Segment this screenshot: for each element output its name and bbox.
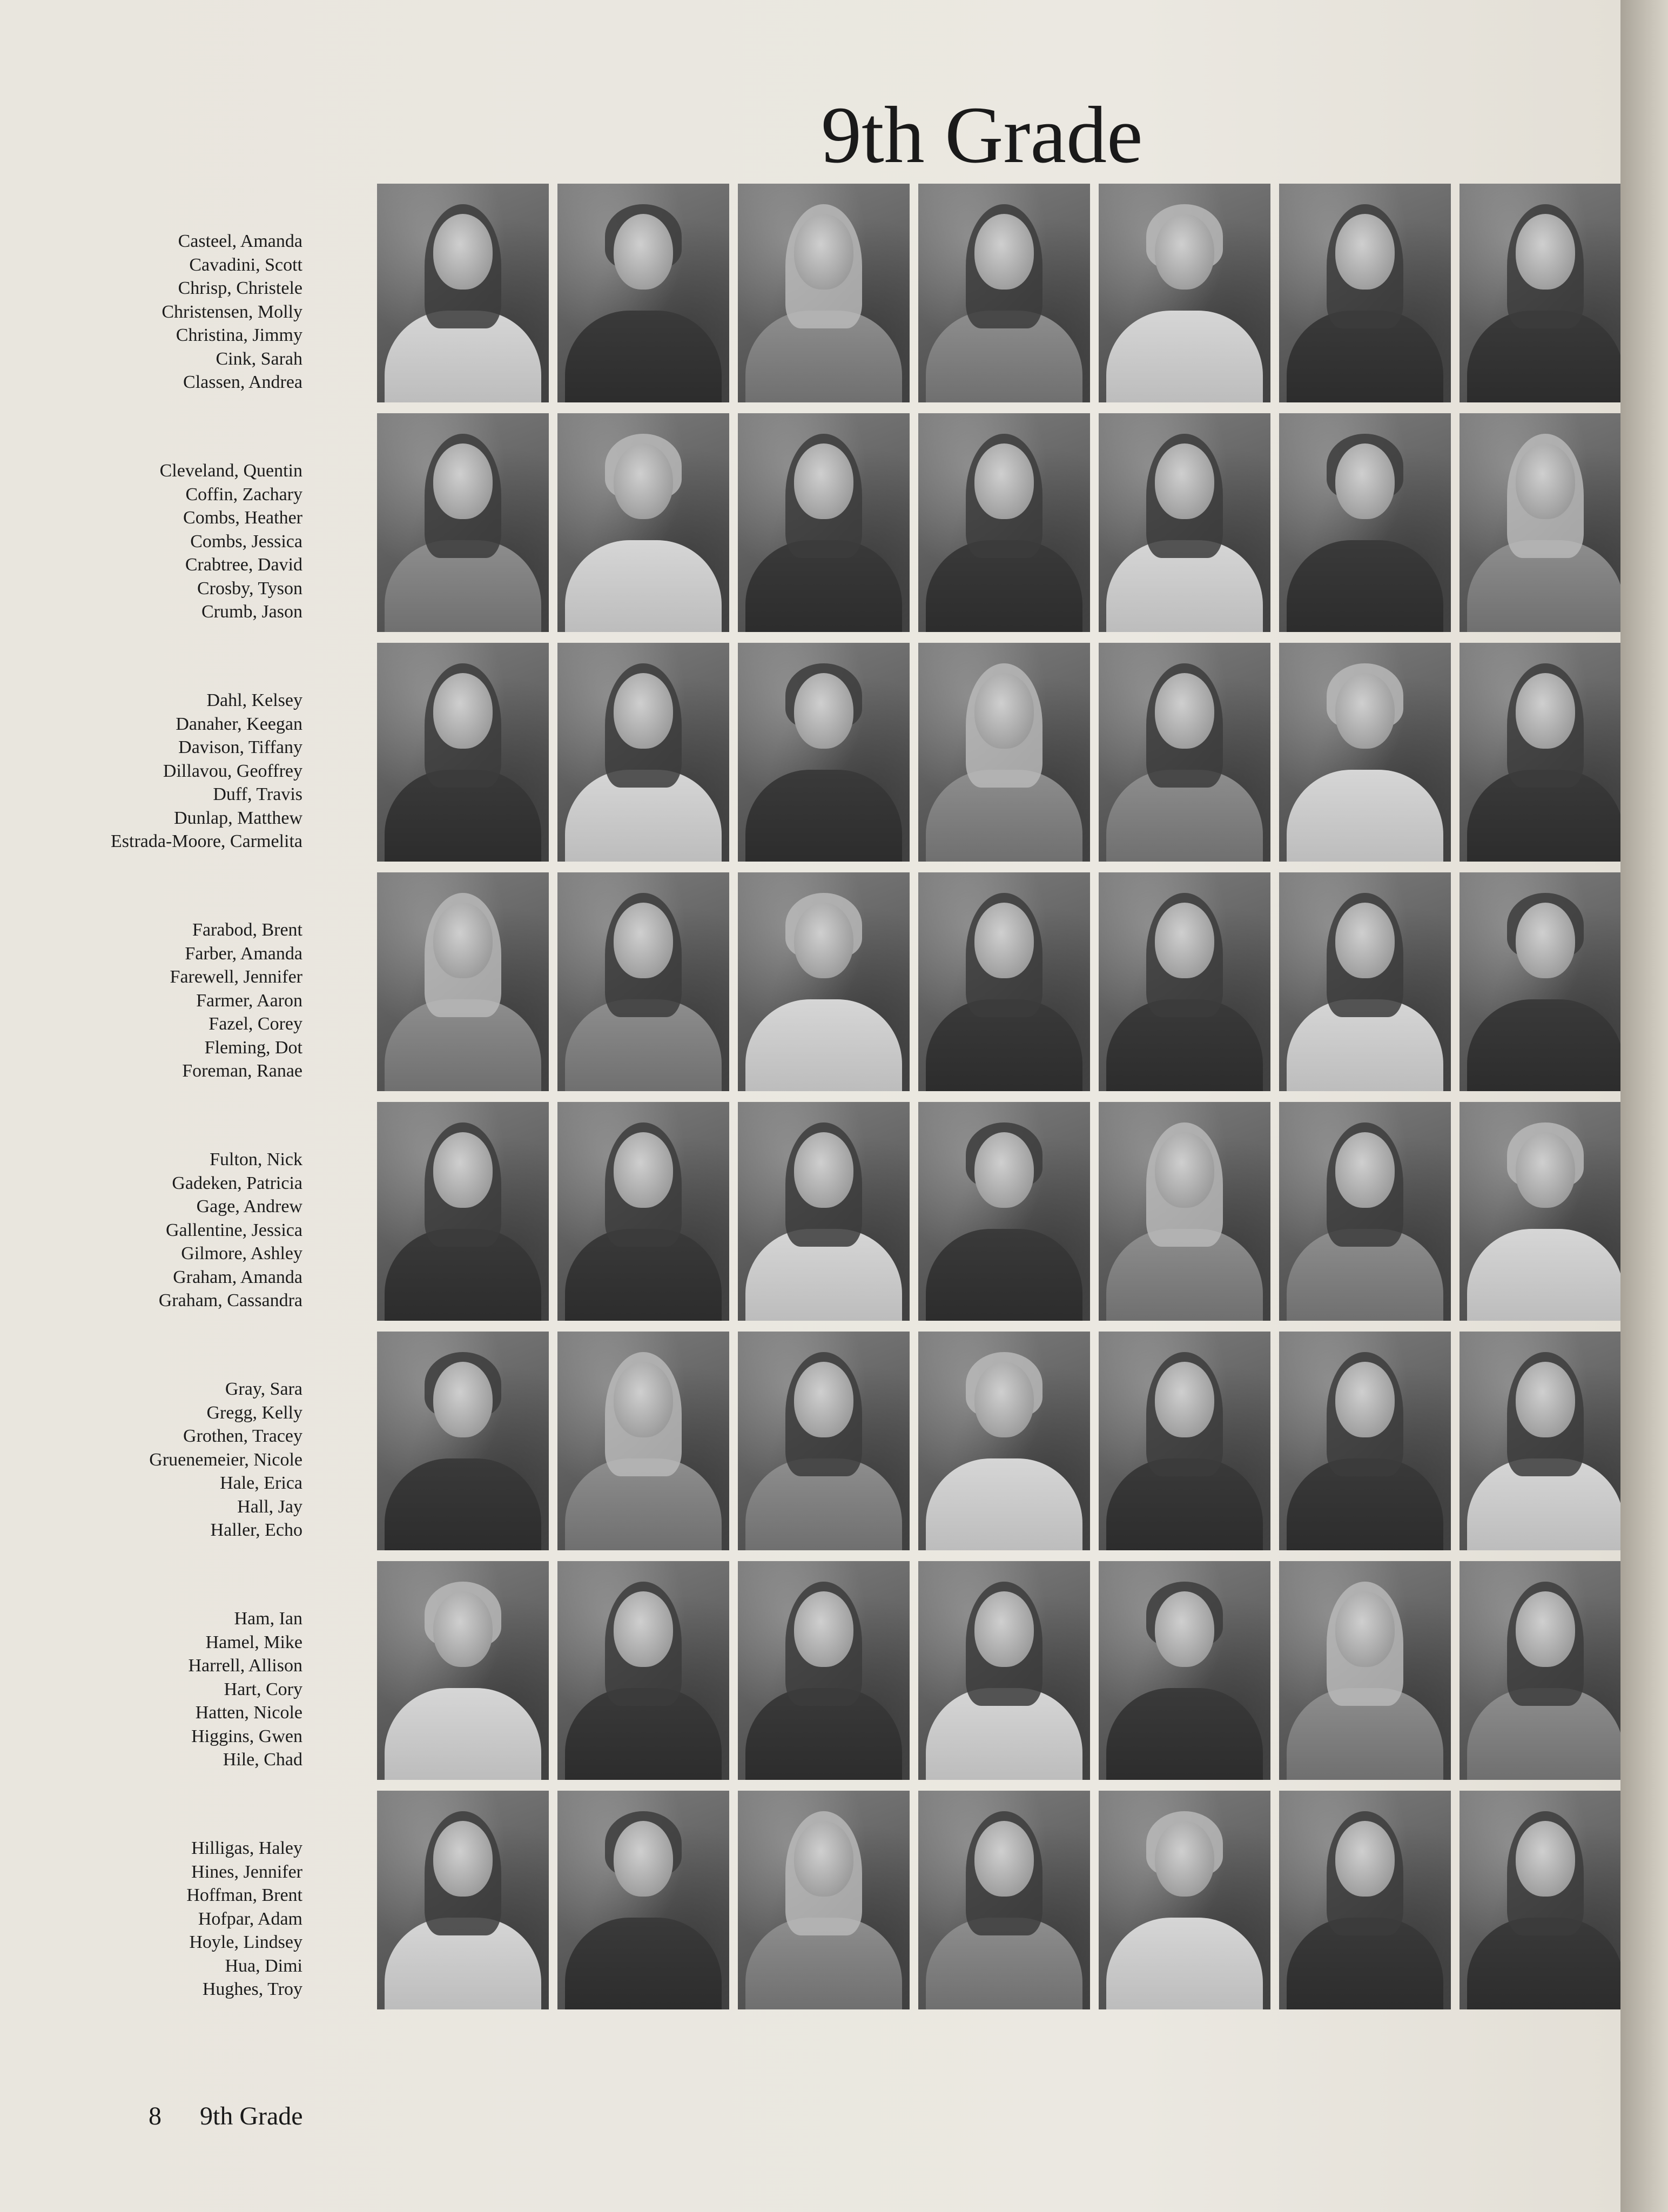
student-portrait [1279,184,1451,402]
student-portrait [738,1332,910,1550]
student-portrait [918,643,1090,862]
student-name: Ham, Ian [234,1609,302,1629]
student-portrait [1279,1791,1451,2009]
student-name: Estrada-Moore, Carmelita [111,831,302,851]
student-portrait [1460,1332,1631,1550]
student-portrait [1099,643,1270,862]
student-name: Hatten, Nicole [195,1703,302,1723]
portrait-head [794,214,853,290]
student-name: Fleming, Dot [204,1037,302,1058]
student-name: Coffin, Zachary [185,484,302,505]
student-name: Crumb, Jason [201,602,302,622]
student-name: Hart, Cory [224,1679,302,1699]
student-name: Dunlap, Matthew [174,808,302,828]
student-portrait [1460,643,1631,862]
portrait-head [433,673,493,749]
student-name: Haller, Echo [210,1520,302,1540]
student-portrait [918,184,1090,402]
student-portrait [557,1102,729,1321]
student-portrait [1279,643,1451,862]
portrait-head [1335,1821,1395,1897]
student-name: Crosby, Tyson [197,578,302,599]
portrait-head [614,903,673,978]
student-portrait [1279,1102,1451,1321]
portrait-head [1516,214,1575,290]
portrait-head [974,673,1034,749]
student-portrait [1279,1332,1451,1550]
page-title: 9th Grade [821,90,1143,180]
portrait-body [385,1688,541,1780]
student-portrait [557,1791,729,2009]
student-name: Graham, Amanda [173,1267,302,1287]
student-name: Cleveland, Quentin [159,461,302,481]
portrait-head [1335,903,1395,978]
student-name: Hamel, Mike [205,1632,302,1652]
portrait-head [433,1132,493,1208]
footer-page-number: 8 [149,2102,162,2130]
student-name: Hoyle, Lindsey [189,1932,302,1952]
student-name: Farabod, Brent [192,920,302,940]
student-portrait [1460,1561,1631,1780]
portrait-body [385,1458,541,1550]
portrait-head [614,1821,673,1897]
name-list [188,1607,302,1772]
portrait-head [614,673,673,749]
student-portrait [377,184,549,402]
student-name: Hines, Jennifer [191,1861,302,1882]
portrait-head [1516,1821,1575,1897]
portrait-head [1335,1591,1395,1667]
portrait-head [1155,1132,1214,1208]
student-name: Hughes, Troy [202,1979,302,1999]
student-name: Grothen, Tracey [183,1426,302,1446]
portrait-body [1467,1229,1624,1321]
student-portrait [557,1332,729,1550]
student-portrait [1460,413,1631,632]
portrait-body [926,1229,1082,1321]
name-list [186,1837,302,2001]
student-name: Crabtree, David [185,555,302,575]
portrait-head [1155,443,1214,519]
student-name: Hile, Chad [223,1750,302,1770]
student-portrait [557,643,729,862]
student-name: Gruenemeier, Nicole [149,1449,302,1470]
portrait-body [745,999,902,1091]
student-portrait [918,872,1090,1091]
student-portrait [738,643,910,862]
student-name: Foreman, Ranae [182,1061,302,1081]
student-name: Gray, Sara [225,1379,302,1399]
portrait-head [614,1362,673,1437]
student-name: Gage, Andrew [196,1196,302,1216]
footer-section-label: 9th Grade [200,2102,303,2130]
portrait-grid [377,184,1631,2009]
portrait-head [1155,1362,1214,1437]
name-list [170,918,302,1083]
student-name: Duff, Travis [213,784,302,804]
portrait-head [794,1132,853,1208]
student-portrait [1099,1561,1270,1780]
student-name: Higgins, Gwen [191,1726,302,1746]
student-name: Combs, Jessica [190,531,302,552]
portrait-head [1516,673,1575,749]
student-name: Dillavou, Geoffrey [163,761,302,781]
student-name: Hofpar, Adam [198,1908,302,1929]
portrait-head [1516,443,1575,519]
portrait-body [1106,1918,1263,2009]
portrait-head [433,1591,493,1667]
portrait-head [614,214,673,290]
portrait-body [565,540,722,632]
student-name: Christensen, Molly [162,301,302,322]
portrait-head [614,1132,673,1208]
student-name: Dahl, Kelsey [206,690,302,710]
student-portrait [377,1102,549,1321]
student-name: Fulton, Nick [210,1149,302,1169]
student-name: Hale, Erica [220,1473,302,1493]
portrait-body [1287,770,1443,862]
student-portrait [557,1561,729,1780]
student-portrait [918,1332,1090,1550]
name-list [149,1377,302,1542]
student-name: Cink, Sarah [216,348,302,369]
student-portrait [1460,872,1631,1091]
portrait-head [1335,673,1395,749]
student-portrait [738,1791,910,2009]
portrait-head [1155,1591,1214,1667]
portrait-head [614,443,673,519]
student-name: Hoffman, Brent [186,1885,302,1905]
student-name: Graham, Cassandra [158,1290,302,1310]
student-portrait [1279,872,1451,1091]
portrait-head [1155,673,1214,749]
student-name: Gadeken, Patricia [172,1173,302,1193]
name-list [111,689,302,853]
student-name: Hua, Dimi [225,1955,302,1976]
portrait-head [794,673,853,749]
portrait-head [974,214,1034,290]
student-name: Farewell, Jennifer [170,967,302,987]
portrait-head [1335,1132,1395,1208]
portrait-head [1516,903,1575,978]
portrait-head [1335,443,1395,519]
portrait-head [1155,214,1214,290]
student-portrait [918,1791,1090,2009]
student-name: Harrell, Allison [188,1656,302,1676]
portrait-head [794,443,853,519]
portrait-body [745,770,902,862]
portrait-body [565,311,722,402]
student-portrait [738,184,910,402]
student-portrait [1099,1332,1270,1550]
student-portrait [738,1102,910,1321]
student-portrait [1460,1791,1631,2009]
student-name: Gilmore, Ashley [181,1243,302,1263]
portrait-head [433,214,493,290]
portrait-head [794,903,853,978]
portrait-head [974,903,1034,978]
portrait-body [926,1458,1082,1550]
student-portrait [377,1332,549,1550]
student-portrait [377,1791,549,2009]
name-list [160,459,302,624]
portrait-head [433,1821,493,1897]
student-portrait [738,872,910,1091]
student-portrait [557,184,729,402]
student-portrait [1460,184,1631,402]
portrait-head [974,1132,1034,1208]
student-name: Classen, Andrea [183,372,302,392]
student-name: Gallentine, Jessica [165,1220,302,1240]
portrait-head [1516,1362,1575,1437]
portrait-head [433,1362,493,1437]
student-name: Casteel, Amanda [178,231,302,251]
student-portrait [1099,1791,1270,2009]
portrait-head [1335,214,1395,290]
student-portrait [1099,1102,1270,1321]
student-portrait [377,1561,549,1780]
portrait-head [1516,1132,1575,1208]
student-name: Danaher, Keegan [176,714,302,734]
student-name: Farber, Amanda [185,943,302,964]
student-portrait [377,413,549,632]
portrait-body [1106,311,1263,402]
student-name: Cavadini, Scott [189,254,302,275]
portrait-head [1155,903,1214,978]
portrait-head [433,443,493,519]
portrait-head [614,1591,673,1667]
student-portrait [738,1561,910,1780]
student-name: Gregg, Kelly [206,1402,302,1423]
student-portrait [557,413,729,632]
student-name: Chrisp, Christele [178,278,302,298]
portrait-head [974,1362,1034,1437]
portrait-head [974,1591,1034,1667]
student-portrait [1279,1561,1451,1780]
portrait-body [1467,999,1624,1091]
portrait-head [1155,1821,1214,1897]
student-portrait [377,643,549,862]
portrait-head [974,443,1034,519]
student-portrait [1099,184,1270,402]
portrait-head [794,1591,853,1667]
portrait-head [433,903,493,978]
student-portrait [918,1561,1090,1780]
student-name: Combs, Heather [183,508,302,528]
portrait-head [794,1821,853,1897]
portrait-head [794,1362,853,1437]
student-portrait [1460,1102,1631,1321]
student-portrait [738,413,910,632]
student-portrait [1279,413,1451,632]
student-portrait [377,872,549,1091]
student-portrait [918,413,1090,632]
name-list [159,1148,302,1313]
student-portrait [1099,872,1270,1091]
student-name: Farmer, Aaron [196,990,302,1011]
portrait-head [1516,1591,1575,1667]
student-portrait [557,872,729,1091]
student-name: Hilligas, Haley [191,1838,302,1858]
book-edge [1620,0,1668,2212]
portrait-body [1287,540,1443,632]
student-name: Christina, Jimmy [176,325,302,345]
student-name: Fazel, Corey [208,1014,302,1034]
portrait-body [565,1918,722,2009]
student-name: Hall, Jay [237,1496,302,1517]
portrait-head [974,1821,1034,1897]
name-list [162,230,302,394]
portrait-body [1106,1688,1263,1780]
student-portrait [1099,413,1270,632]
portrait-head [1335,1362,1395,1437]
student-portrait [918,1102,1090,1321]
student-name: Davison, Tiffany [178,737,302,757]
